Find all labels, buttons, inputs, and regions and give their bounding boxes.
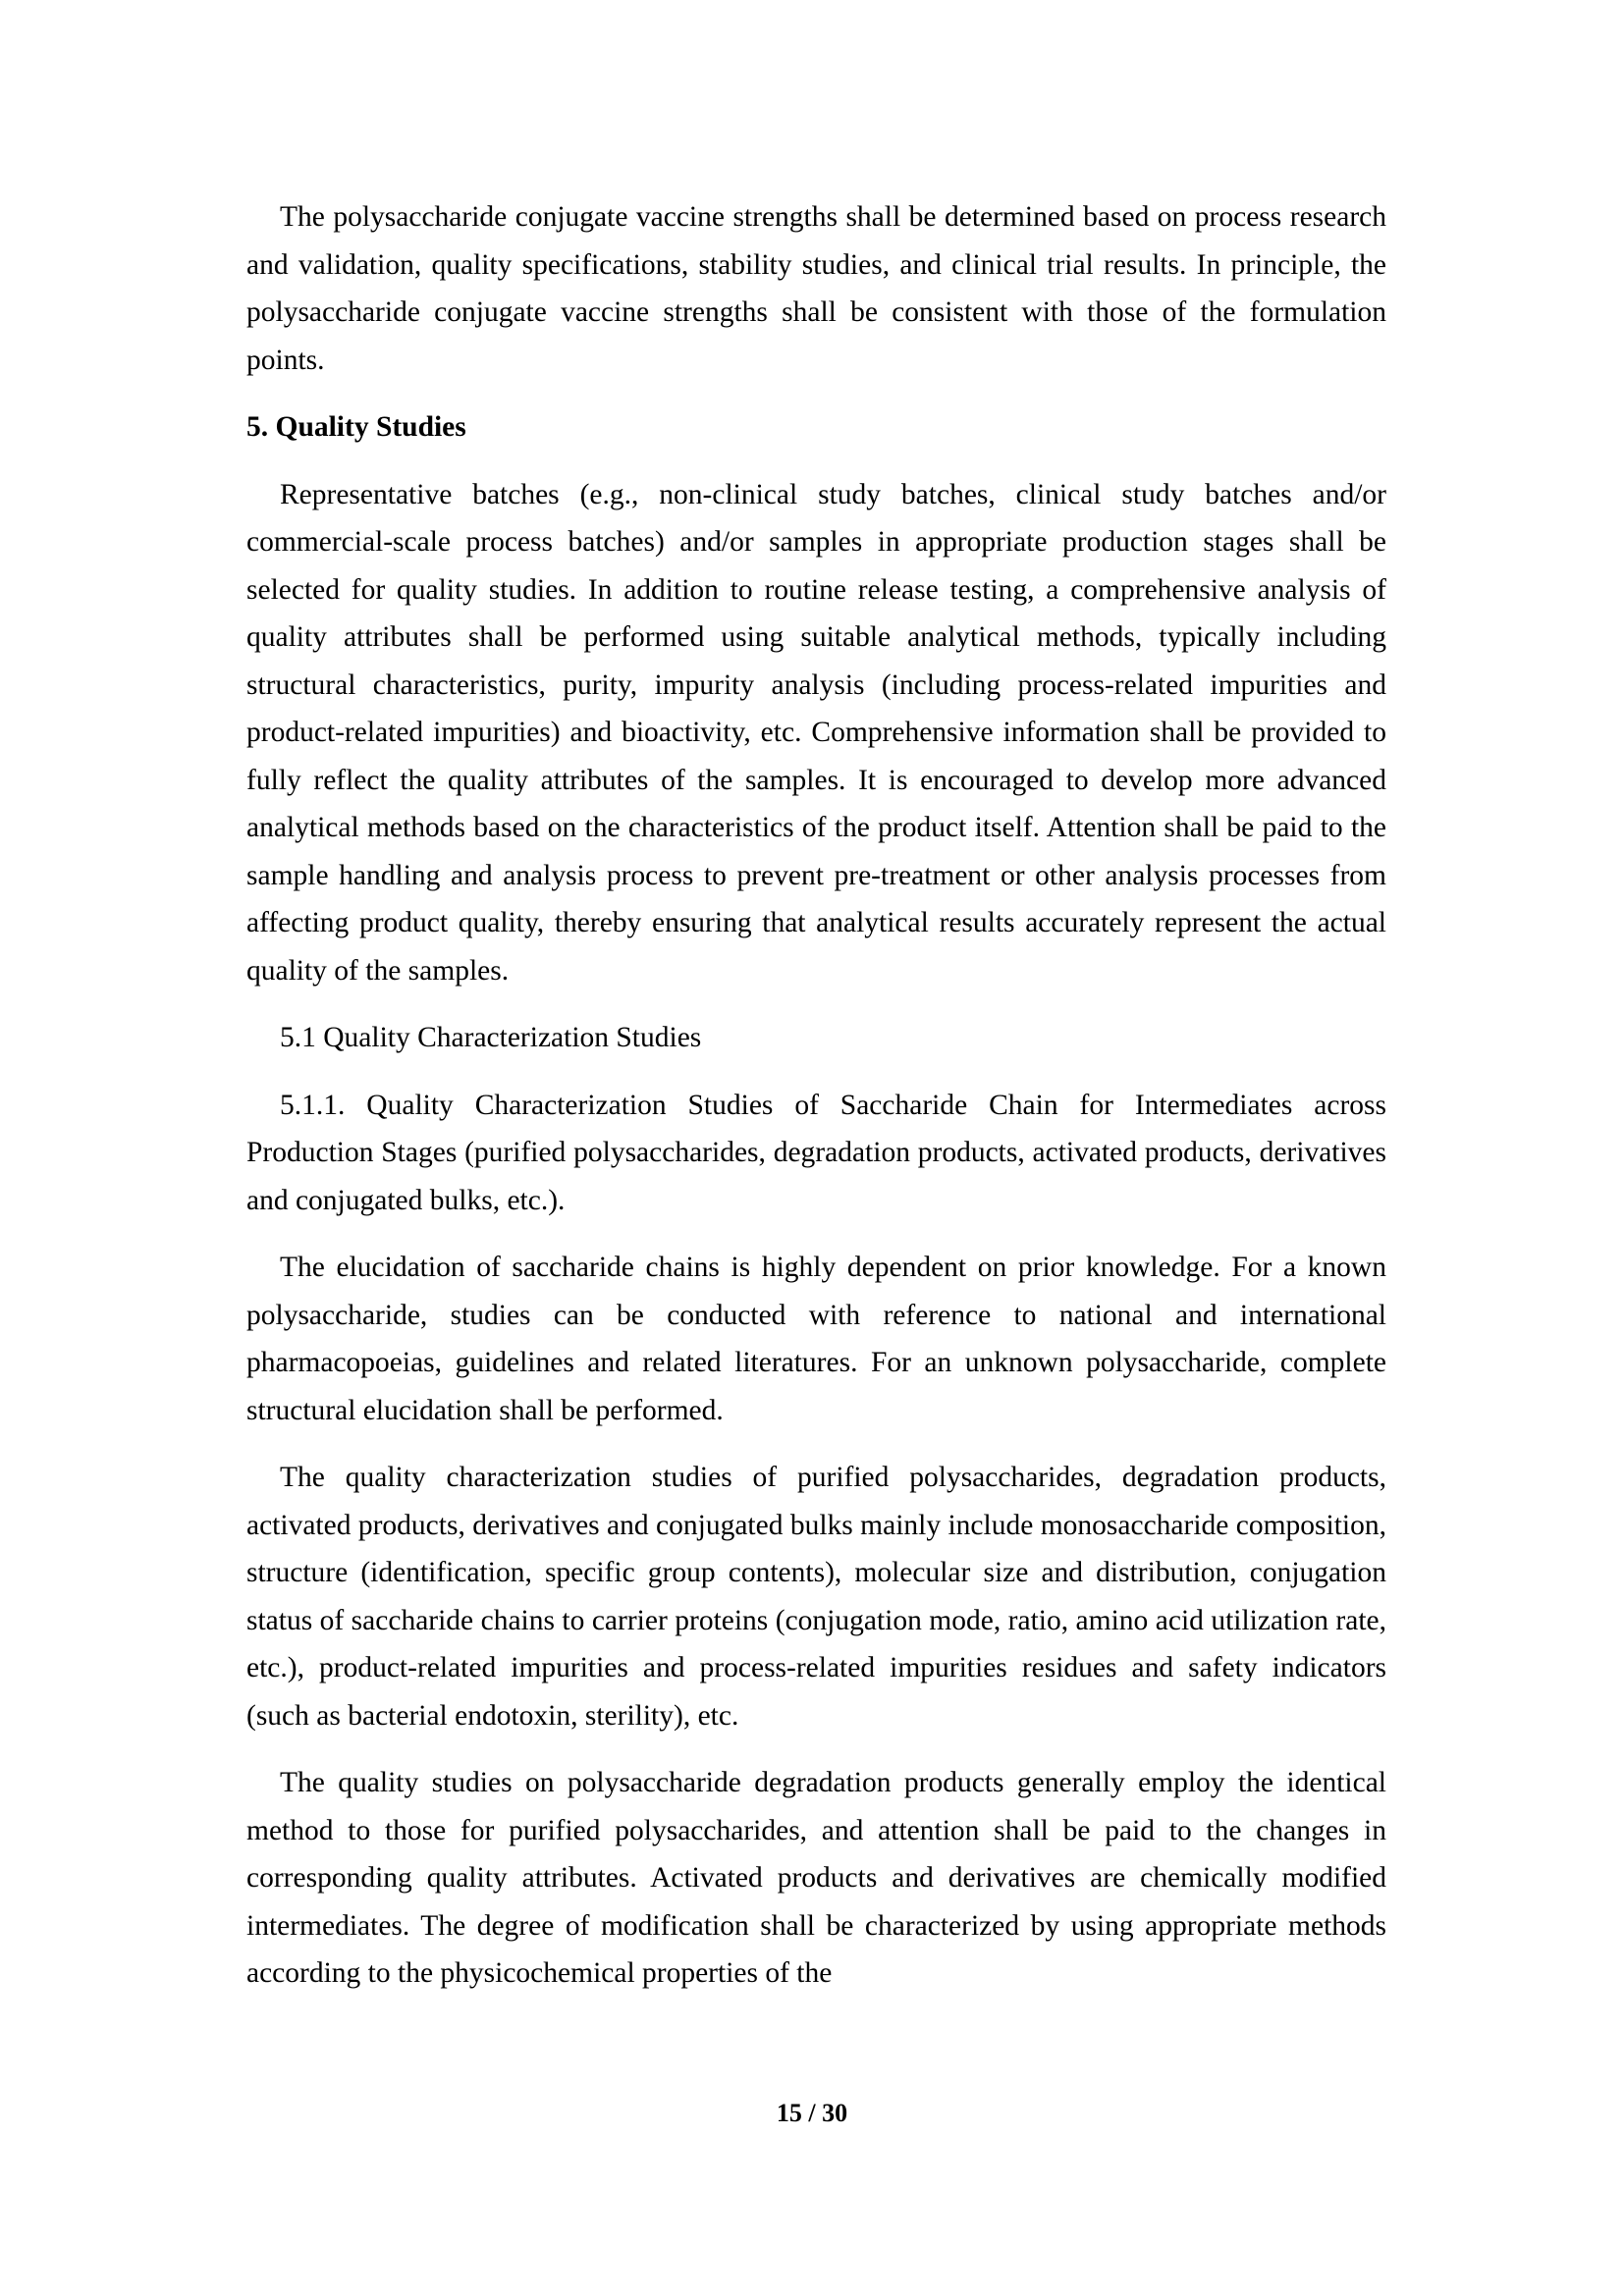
paragraph-vaccine-strengths: The polysaccharide conjugate vaccine strengths shall be determined based on process research and validation, quality specifications, stability studies, and clinical trial results. In principle, the polysaccharide conjugate vaccine strengths shall be consistent with those of the formulation points. bbox=[246, 201, 1386, 376]
page-number: 15 / 30 bbox=[776, 2099, 848, 2127]
paragraph-representative-batches: Representative batches (e.g., non-clinical study batches, clinical study batches and/or commercial-scale process batches) and/or samples in appropriate production stages shall be selected for quality studies. In addition to routine release testing, a comprehensive analysis of quality attributes shall be performed using suitable analytical methods, typically including structural characteristics, purity, impurity analysis (including process-related impurities and product-related impurities) and bioactivity, etc. Comprehensive information shall be provided to fully reflect the quality attributes of the samples. It is encouraged to develop more advanced analytical methods based on the characteristics of the product itself. Attention shall be paid to the sample handling and analysis process to prevent pre-treatment or other analysis processes from affecting product quality, thereby ensuring that analytical results accurately represent the actual quality of the samples. bbox=[246, 478, 1386, 987]
document-page bbox=[246, 193, 1386, 2017]
paragraph-elucidation: The elucidation of saccharide chains is highly dependent on prior knowledge. For a known polysaccharide, studies can be conducted with reference to national and international pharmacopoeias, guidelines and related literatures. For an unknown polysaccharide, complete structural elucidation shall be performed. bbox=[246, 1252, 1386, 1426]
section-heading-quality-studies: 5. Quality Studies bbox=[246, 411, 466, 443]
subsection-heading-characterization: 5.1 Quality Characterization Studies bbox=[280, 1022, 702, 1053]
paragraph-degradation-products: The quality studies on polysaccharide degradation products generally employ the identical method to those for purified polysaccharides, and attention shall be paid to the changes in corresponding quality attributes. Activated products and derivatives are chemically modified intermediates. The degree of modification shall be characterized by using appropriate methods according to the physicochemical properties of the bbox=[246, 1767, 1386, 1989]
subsubsection-heading-saccharide-chain: 5.1.1. Quality Characterization Studies of Saccharide Chain for Intermediates across Production Stages (purified polysaccharides, degradation products, activated products, derivatives and conjugated bulks, etc.). bbox=[246, 1089, 1386, 1216]
paragraph-characterization-scope: The quality characterization studies of purified polysaccharides, degradation products, activated products, derivatives and conjugated bulks mainly include monosaccharide composition, structure (identification, specific group contents), molecular size and distribution, conjugation status of saccharide chains to carrier proteins (conjugation mode, ratio, amino acid utilization rate, etc.), product-related impurities and process-related impurities residues and safety indicators (such as bacterial endotoxin, sterility), etc. bbox=[246, 1462, 1386, 1732]
